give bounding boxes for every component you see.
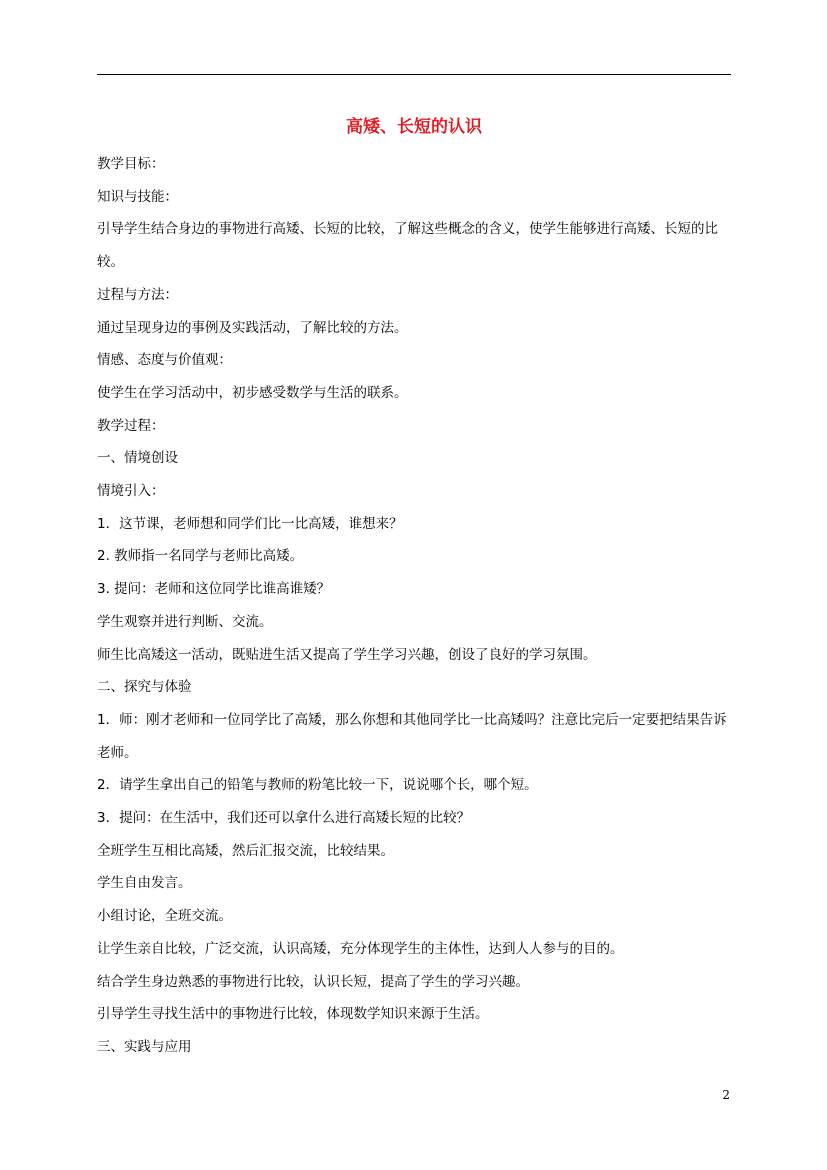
paragraph: 结合学生身边熟悉的事物进行比较，认识长短，提高了学生的学习兴趣。 bbox=[97, 973, 529, 990]
paragraph: 教学目标： bbox=[97, 156, 165, 172]
document-body bbox=[97, 148, 731, 1064]
paragraph: 情境引入： bbox=[97, 483, 165, 500]
document-title: 高矮、长短的认识 bbox=[346, 117, 482, 137]
paragraph: 引导学生寻找生活中的事物进行比较，体现数学知识来源于生活。 bbox=[97, 1006, 489, 1023]
paragraph: 学生观察并进行判断、交流。 bbox=[97, 613, 273, 630]
paragraph: 1．师：刚才老师和一位同学比了高矮，那么你想和其他同学比一比高矮吗？注意比完后一定要把结果告诉老师。 bbox=[97, 711, 727, 761]
paragraph: 师生比高矮这一活动，既贴进生活又提高了学生学习兴趣，创设了良好的学习氛围。 bbox=[97, 646, 597, 663]
paragraph: 通过呈现身边的事例及实践活动，了解比较的方法。 bbox=[97, 319, 408, 336]
paragraph: 知识与技能： bbox=[97, 188, 178, 205]
paragraph: 小组讨论，全班交流。 bbox=[97, 908, 232, 925]
paragraph: 二、探究与体验 bbox=[97, 679, 192, 696]
paragraph: 2．请学生拿出自己的铅笔与教师的粉笔比较一下，说说哪个长，哪个短。 bbox=[97, 777, 538, 794]
paragraph: 三、实践与应用 bbox=[97, 1038, 192, 1055]
paragraph: 使学生在学习活动中，初步感受数学与生活的联系。 bbox=[97, 384, 408, 401]
paragraph: 3. 提问：老师和这位同学比谁高谁矮？ bbox=[97, 581, 331, 598]
paragraph: 过程与方法： bbox=[97, 286, 178, 303]
page-number: 2 bbox=[722, 1088, 730, 1102]
paragraph: 学生自由发言。 bbox=[97, 875, 192, 892]
paragraph: 让学生亲自比较，广泛交流，认识高矮，充分体现学生的主体性，达到人人参与的目的。 bbox=[97, 940, 624, 957]
paragraph: 引导学生结合身边的事物进行高矮、长短的比较，了解这些概念的含义，使学生能够进行高矮、长短的比较。 bbox=[97, 221, 718, 271]
paragraph: 2. 教师指一名同学与老师比高矮。 bbox=[97, 548, 304, 565]
paragraph: 3．提问：在生活中，我们还可以拿什么进行高矮长短的比较？ bbox=[97, 810, 471, 827]
paragraph: 全班学生互相比高矮，然后汇报交流，比较结果。 bbox=[97, 842, 394, 859]
header-rule bbox=[97, 74, 731, 75]
paragraph: 教学过程： bbox=[97, 417, 165, 434]
paragraph: 1．这节课，老师想和同学们比一比高矮，谁想来？ bbox=[97, 515, 403, 532]
paragraph: 情感、态度与价值观： bbox=[97, 352, 232, 369]
paragraph: 一、情境创设 bbox=[97, 450, 178, 467]
